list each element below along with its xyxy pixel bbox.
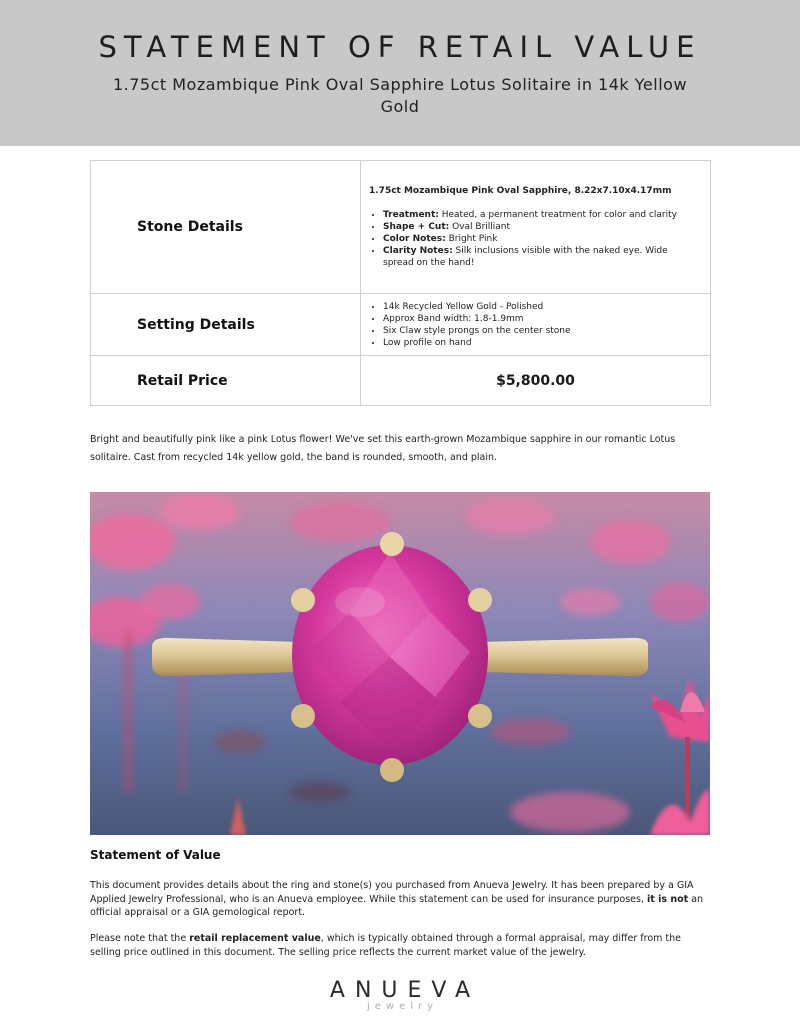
statement-paragraph-1 [90, 879, 712, 920]
anueva-logo [300, 978, 500, 1012]
product-description: Bright and beautifully pink like a pink Lotus flower! We've set this earth-grown Mozambique sapphire in our romantic Lotus solitaire. Cast from recycled 14k yellow gold, the band is rounded, smooth, and plain. [90, 434, 676, 463]
retail-price-row [91, 356, 711, 406]
stone-details-row [91, 161, 711, 294]
item-value: Heated, a permanent treatment for color and clarity [441, 210, 677, 220]
stone-details-list [369, 209, 696, 269]
list-item: • 14k Recycled Yellow Gold - Polished [383, 301, 696, 313]
list-item [383, 221, 696, 233]
item-key: Clarity Notes: [383, 246, 453, 256]
setting-details-list [369, 301, 696, 349]
text-span: an official appraisal or a GIA gemological report. [90, 893, 704, 918]
emphasis-text: it is not [647, 893, 689, 905]
text-span: Please note that the [90, 933, 190, 944]
stone-title: 1.75ct Mozambique Pink Oval Sapphire, 8.22x7.10x4.17mm [369, 186, 672, 196]
header-banner [0, 0, 800, 146]
logo-wordmark: ANUEVA [329, 978, 481, 1003]
setting-details-row [91, 294, 711, 356]
page-subtitle: 1.75ct Mozambique Pink Oval Sapphire Lotus Solitaire in 14k Yellow Gold [112, 75, 688, 116]
text-span: , which is typically obtained through a formal appraisal, may differ from the selling price outlined in this document. The selling price reflects the current market value of the jewelry. [90, 933, 682, 958]
item-value: Silk inclusions visible with the naked eye. Wide spread on the hand! [383, 246, 668, 268]
stone-details-value [361, 161, 711, 294]
list-item: • Approx Band width: 1.8-1.9mm [383, 313, 696, 325]
page-title: STATEMENT OF RETAIL VALUE [98, 30, 702, 64]
list-item: • Six Claw style prongs on the center stone [383, 325, 696, 337]
stone-details-label: Stone Details [91, 161, 361, 294]
retail-price-label: Retail Price [91, 356, 361, 406]
item-key: Treatment: [383, 210, 439, 220]
details-table [90, 160, 711, 406]
text-span: This document provides details about the ring and stone(s) you purchased from Anueva Jewelry. It has been prepared by a GIA Applied Jewelry Professional, who is an Anueva employee. While this statement can be used for insurance purposes, [90, 880, 694, 905]
logo-subtext: jewelry [366, 1001, 439, 1012]
setting-details-value [361, 294, 711, 356]
item-value: Bright Pink [448, 234, 498, 244]
ring-image [90, 492, 710, 835]
ring-photo [90, 492, 710, 835]
item-key: Shape + Cut: [383, 222, 450, 232]
setting-details-label: Setting Details [91, 294, 361, 356]
list-item [383, 233, 696, 245]
emphasis-text: retail replacement value [189, 933, 321, 944]
list-item: • Low profile on hand [383, 337, 696, 349]
list-item [383, 209, 696, 221]
statement-title: Statement of Value [90, 848, 221, 862]
retail-price-value: $5,800.00 [361, 356, 711, 406]
list-item [383, 245, 696, 269]
statement-paragraph-2 [90, 932, 712, 959]
item-value: Oval Brilliant [452, 222, 511, 232]
item-key: Color Notes: [383, 234, 446, 244]
